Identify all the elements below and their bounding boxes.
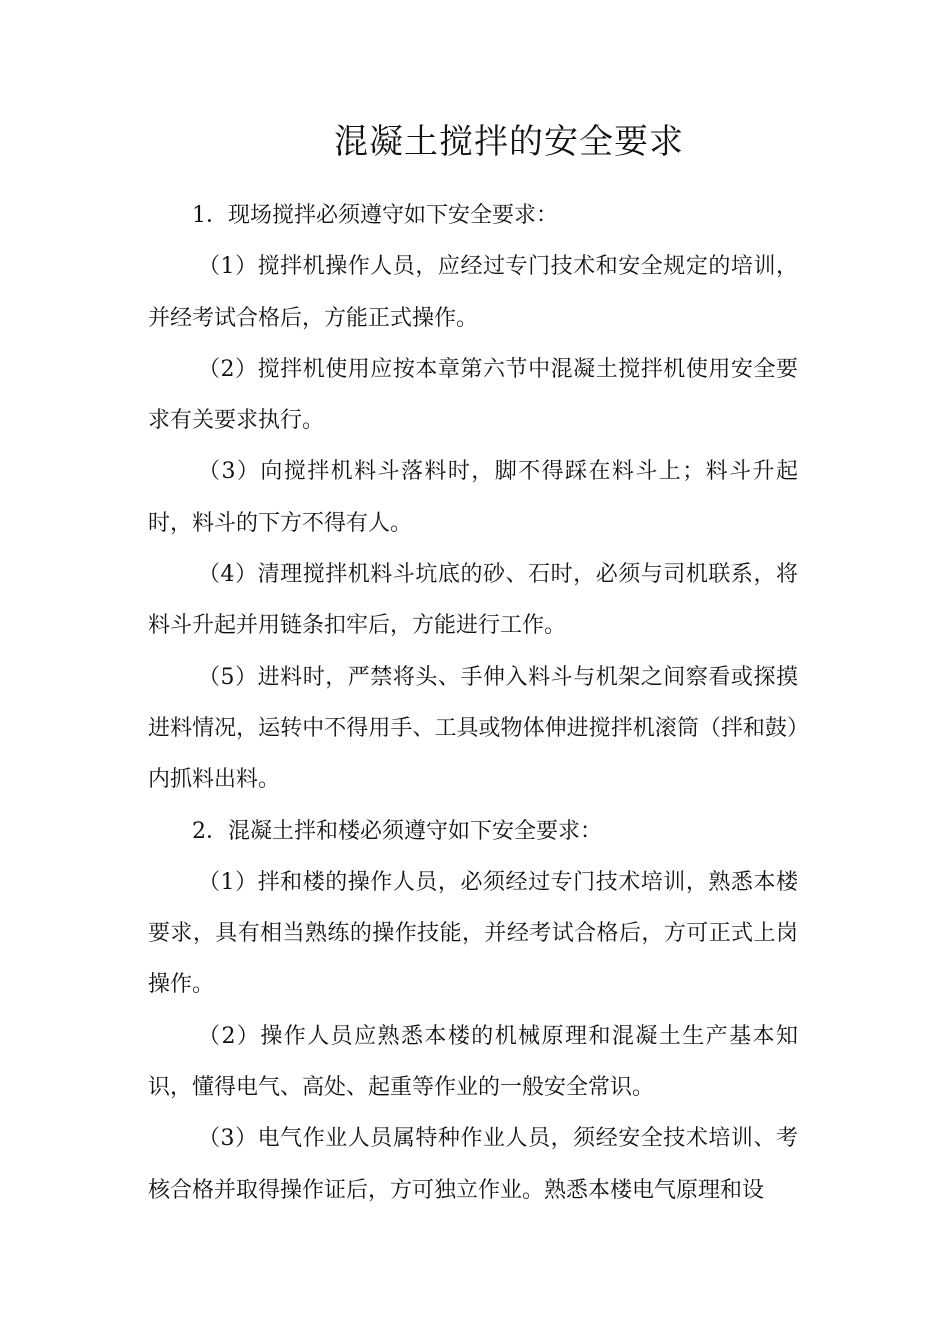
section-heading: 1．现场搅拌必须遵守如下安全要求： [192,203,558,228]
paragraph: （3）向搅拌机料斗落料时，脚不得踩在料斗上；料斗升起时，料斗的下方不得有人。 [148,459,798,536]
paragraph: （5）进料时，严禁将头、手伸入料斗与机架之间察看或探摸进料情况，运转中不得用手、工具或物体伸进搅拌机滚筒（拌和鼓）内抓料出料。 [148,664,798,793]
paragraph: （4）清理搅拌机料斗坑底的砂、石时，必须与司机联系，将料斗升起并用链条扣牢后，方能进行工作。 [148,562,798,639]
paragraph: （2）操作人员应熟悉本楼的机械原理和混凝土生产基本知识，懂得电气、高处、起重等作业的一般安全常识。 [148,1023,798,1101]
section-heading: 2．混凝土拌和楼必须遵守如下安全要求： [192,818,602,844]
paragraph: （1）搅拌机操作人员，应经过专门技术和安全规定的培训，并经考试合格后，方能正式操作。 [148,254,798,331]
paragraph: （3）电气作业人员属特种作业人员，须经安全技术培训、考核合格并取得操作证后，方可独立作业。熟悉本楼电气原理和设 [148,1126,798,1203]
paragraph: （1）拌和楼的操作人员，必须经过专门技术培训，熟悉本楼要求，具有相当熟练的操作技能，并经考试合格后，方可正式上岗操作。 [148,869,798,998]
document-body [148,190,798,1216]
paragraph: （2）搅拌机使用应按本章第六节中混凝土搅拌机使用安全要求有关要求执行。 [148,356,798,434]
document-title: 混凝土搅拌的安全要求 [334,122,684,162]
